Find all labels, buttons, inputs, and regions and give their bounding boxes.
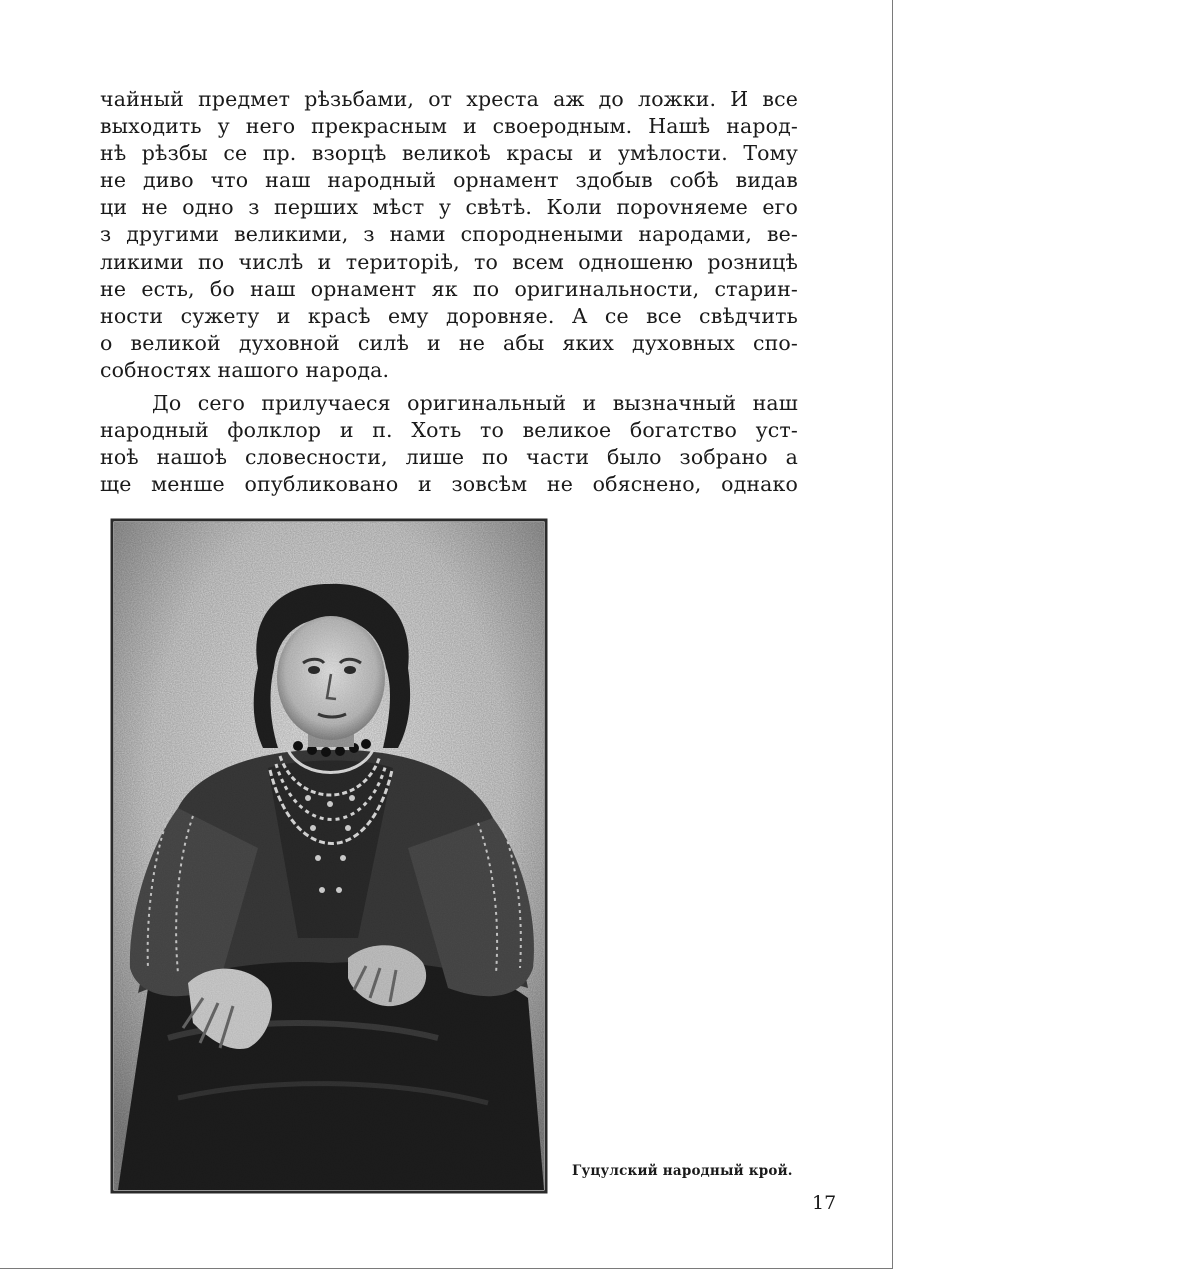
text-line: выходить у него прекрасным и своеродным. Нашѣ народ-	[100, 114, 798, 139]
text-line: ликими по числѣ и територiѣ, то всем одношеню розницѣ	[100, 249, 798, 274]
text-line: з другими великими, з нами спороднеными народами, ве-	[100, 222, 798, 247]
text-line: чайный предмет рѣзьбами, от хреста аж до ложки. И все	[100, 87, 798, 111]
text-line: не диво что наш народный орнамент здобыв собѣ видав	[100, 168, 798, 193]
text-line: о великой духовной силѣ и не абы яких духовных спо-	[100, 330, 798, 355]
text-line: нѣ рѣзбы се пр. взорцѣ великоѣ красы и умѣлости. Тому	[100, 141, 798, 166]
text-line: ци не одно з перших мѣст у свѣтѣ. Коли порovняеме его	[100, 195, 798, 220]
body-text	[100, 86, 798, 498]
text-line: ности сужету и красѣ ему доровняе. А се все свѣдчить	[100, 303, 798, 328]
page-number: 17	[812, 1192, 837, 1214]
text-line: ще менше опубликовано и зовсѣм не обяснено, однако	[100, 472, 798, 497]
paragraph-1	[100, 86, 798, 384]
text-line: До сего прилучаеся оригинальный и вызначный наш	[152, 391, 798, 416]
text-line: ноѣ нашоѣ словесности, лише по части было зобрано а	[100, 445, 798, 470]
paragraph-2	[100, 390, 798, 498]
text-line: собностях нашого народа.	[100, 357, 390, 382]
figure-caption: Гуцулский народный крой.	[572, 1163, 793, 1179]
text-line: народный фолклор и п. Хоть то великое богатство уст-	[100, 418, 798, 443]
text-line: не есть, бо наш орнамент як по оригинальности, старин-	[100, 276, 798, 301]
portrait-photo	[108, 518, 552, 1194]
